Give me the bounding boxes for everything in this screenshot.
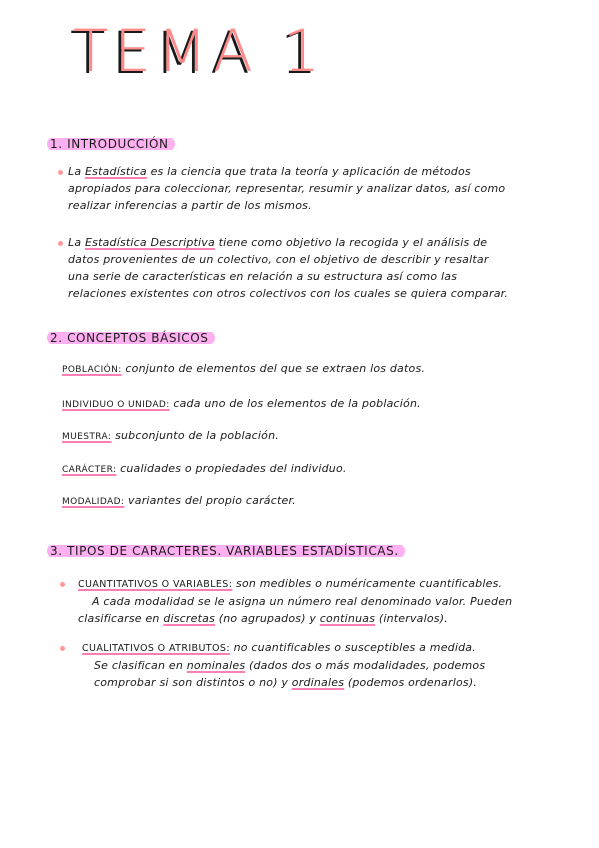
concept-item <box>62 494 296 507</box>
concept-item <box>62 462 347 475</box>
para-line: relaciones existentes con otros colectivos con los cuales se quiera comparar. <box>68 287 509 300</box>
para-line <box>68 234 578 251</box>
intro-paragraph-1 <box>68 163 568 214</box>
para-line <box>82 657 578 674</box>
para-line <box>82 674 578 691</box>
para-line <box>78 610 578 627</box>
bullet-dot <box>60 646 65 651</box>
term-estadistica: Estadística <box>84 165 147 178</box>
heading-highlight: 1. INTRODUCCIÓN <box>47 137 175 151</box>
qualitative-heading: CUALITATIVOS O ATRIBUTOS: <box>82 643 230 654</box>
para-line <box>82 639 578 657</box>
para-line: A cada modalidad se le asigna un número real denominado valor. Pueden <box>92 595 513 608</box>
section-heading-concepts <box>44 330 221 346</box>
concept-item <box>62 397 421 410</box>
para-text: tiene como objetivo la recogida y el análisis de <box>218 236 488 249</box>
intro-paragraph-2 <box>68 234 578 302</box>
para-text: (dados dos o más modalidades, podemos <box>248 659 486 672</box>
concept-item <box>62 362 425 375</box>
concept-term: MUESTRA: <box>62 432 112 442</box>
para-text: es la ciencia que trata la teoría y aplicación de métodos <box>150 165 471 178</box>
concept-term: INDIVIDUO O UNIDAD: <box>62 400 170 410</box>
para-line <box>68 163 568 180</box>
term-estadistica-descriptiva: Estadística Descriptiva <box>84 236 215 249</box>
para-line <box>78 575 578 593</box>
concept-text: subconjunto de la población. <box>115 429 279 442</box>
section-heading-intro <box>44 136 181 152</box>
para-text: comprobar si son distintos o no) y <box>94 676 289 689</box>
concept-term: POBLACIÓN: <box>62 365 122 375</box>
section-heading-types <box>44 543 411 559</box>
bullet-dot <box>58 170 63 175</box>
concept-text: conjunto de elementos del que se extraen los datos. <box>125 362 426 375</box>
para-text: (no agrupados) y <box>218 612 317 625</box>
concept-term: MODALIDAD: <box>62 497 125 507</box>
para-line: realizar inferencias a partir de los mismos. <box>68 199 312 212</box>
quantitative-heading: CUANTITATIVOS O VARIABLES: <box>78 579 233 590</box>
qualitative-item <box>82 639 578 691</box>
bullet-dot <box>58 241 63 246</box>
quantitative-item <box>78 575 578 627</box>
bullet-dot <box>60 582 65 587</box>
title-block <box>73 17 327 85</box>
term-continuas: continuas <box>319 612 376 625</box>
concept-text: cualidades o propiedades del individuo. <box>120 462 347 475</box>
para-line: datos provenientes de un colectivo, con el objetivo de describir y resaltar <box>68 253 489 266</box>
para-text: son medibles o numéricamente cuantificables. <box>236 577 503 590</box>
para-line: apropiados para coleccionar, representar, resumir y analizar datos, así como <box>68 182 506 195</box>
para-text: no cuantificables o susceptibles a medida. <box>233 641 476 654</box>
term-discretas: discretas <box>163 612 216 625</box>
para-text: La <box>68 236 82 249</box>
para-text: clasificarse en <box>78 612 160 625</box>
page-title: TEMA 1 <box>73 17 327 85</box>
concept-text: variantes del propio carácter. <box>128 494 296 507</box>
para-text: (podemos ordenarlos). <box>347 676 478 689</box>
heading-highlight: 3. TIPOS DE CARACTERES. VARIABLES ESTADÍSTICAS. <box>47 544 405 558</box>
term-ordinales: ordinales <box>291 676 345 689</box>
term-nominales: nominales <box>186 659 246 672</box>
para-text: La <box>68 165 82 178</box>
para-text: (intervalos). <box>378 612 448 625</box>
para-text: Se clasifican en <box>94 659 184 672</box>
concept-text: cada uno de los elementos de la población. <box>173 397 421 410</box>
concept-term: CARÁCTER: <box>62 465 117 475</box>
heading-highlight: 2. CONCEPTOS BÁSICOS <box>47 331 215 345</box>
para-line: una serie de características en relación a su estructura así como las <box>68 270 458 283</box>
concept-item <box>62 429 279 442</box>
